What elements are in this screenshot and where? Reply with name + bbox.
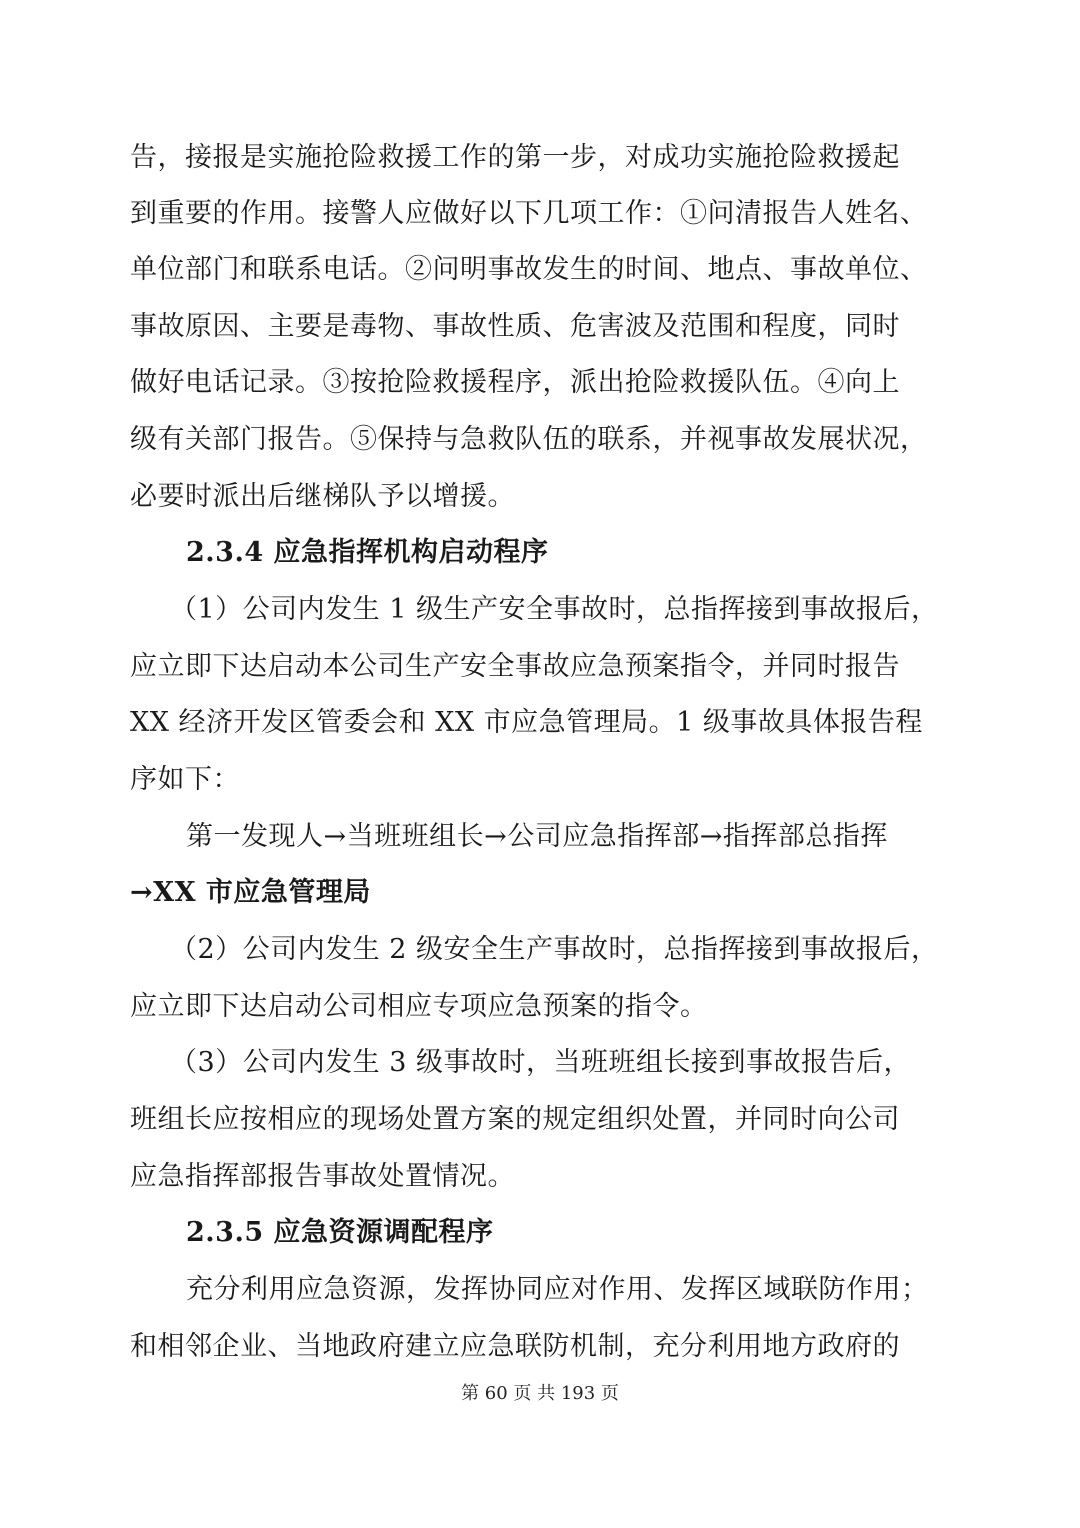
body-text-line: 应立即下达启动本公司生产安全事故应急预案指令，并同时报告 <box>130 651 900 682</box>
section-heading-2-3-5: 2.3.5 应急资源调配程序 <box>186 1217 494 1248</box>
body-text-line: 告，接报是实施抢险救援工作的第一步，对成功实施抢险救援起 <box>130 142 900 173</box>
body-text-line: XX 经济开发区管委会和 XX 市应急管理局。1 级事故具体报告程 <box>130 707 923 738</box>
body-text-line: 序如下： <box>130 764 240 795</box>
body-text-line: 单位部门和联系电话。②问明事故发生的时间、地点、事故单位、 <box>130 254 928 285</box>
body-text-line: 做好电话记录。③按抢险救援程序，派出抢险救援队伍。④向上 <box>130 367 900 398</box>
body-text-line: 应立即下达启动公司相应专项应急预案的指令。 <box>130 991 708 1022</box>
body-text-line: 事故原因、主要是毒物、事故性质、危害波及范围和程度，同时 <box>130 311 900 342</box>
body-text-line: （2）公司内发生 2 级安全生产事故时，总指挥接到事故报后， <box>170 934 939 965</box>
section-heading-2-3-4: 2.3.4 应急指挥机构启动程序 <box>186 537 549 568</box>
body-text-line: 必要时派出后继梯队予以增援。 <box>130 481 515 512</box>
body-text-line: 级有关部门报告。⑤保持与急救队伍的联系，并视事故发展状况， <box>130 424 928 455</box>
body-text-line: 应急指挥部报告事故处置情况。 <box>130 1161 515 1192</box>
body-text-line: 和相邻企业、当地政府建立应急联防机制，充分利用地方政府的 <box>130 1331 900 1362</box>
body-text-line: 班组长应按相应的现场处置方案的规定组织处置，并同时向公司 <box>130 1104 900 1135</box>
report-chain-line: →XX 市应急管理局 <box>130 877 371 908</box>
body-text-line: 充分利用应急资源，发挥协同应对作用、发挥区域联防作用； <box>186 1274 929 1305</box>
body-text-line: （3）公司内发生 3 级事故时，当班班组长接到事故报告后， <box>170 1047 912 1078</box>
body-text-line: 到重要的作用。接警人应做好以下几项工作：①问清报告人姓名、 <box>130 198 928 229</box>
page-number-footer: 第 60 页 共 193 页 <box>461 1383 619 1404</box>
body-text-line: （1）公司内发生 1 级生产安全事故时，总指挥接到事故报后， <box>170 594 939 625</box>
report-chain-line: 第一发现人→当班班组长→公司应急指挥部→指挥部总指挥 <box>186 821 888 852</box>
